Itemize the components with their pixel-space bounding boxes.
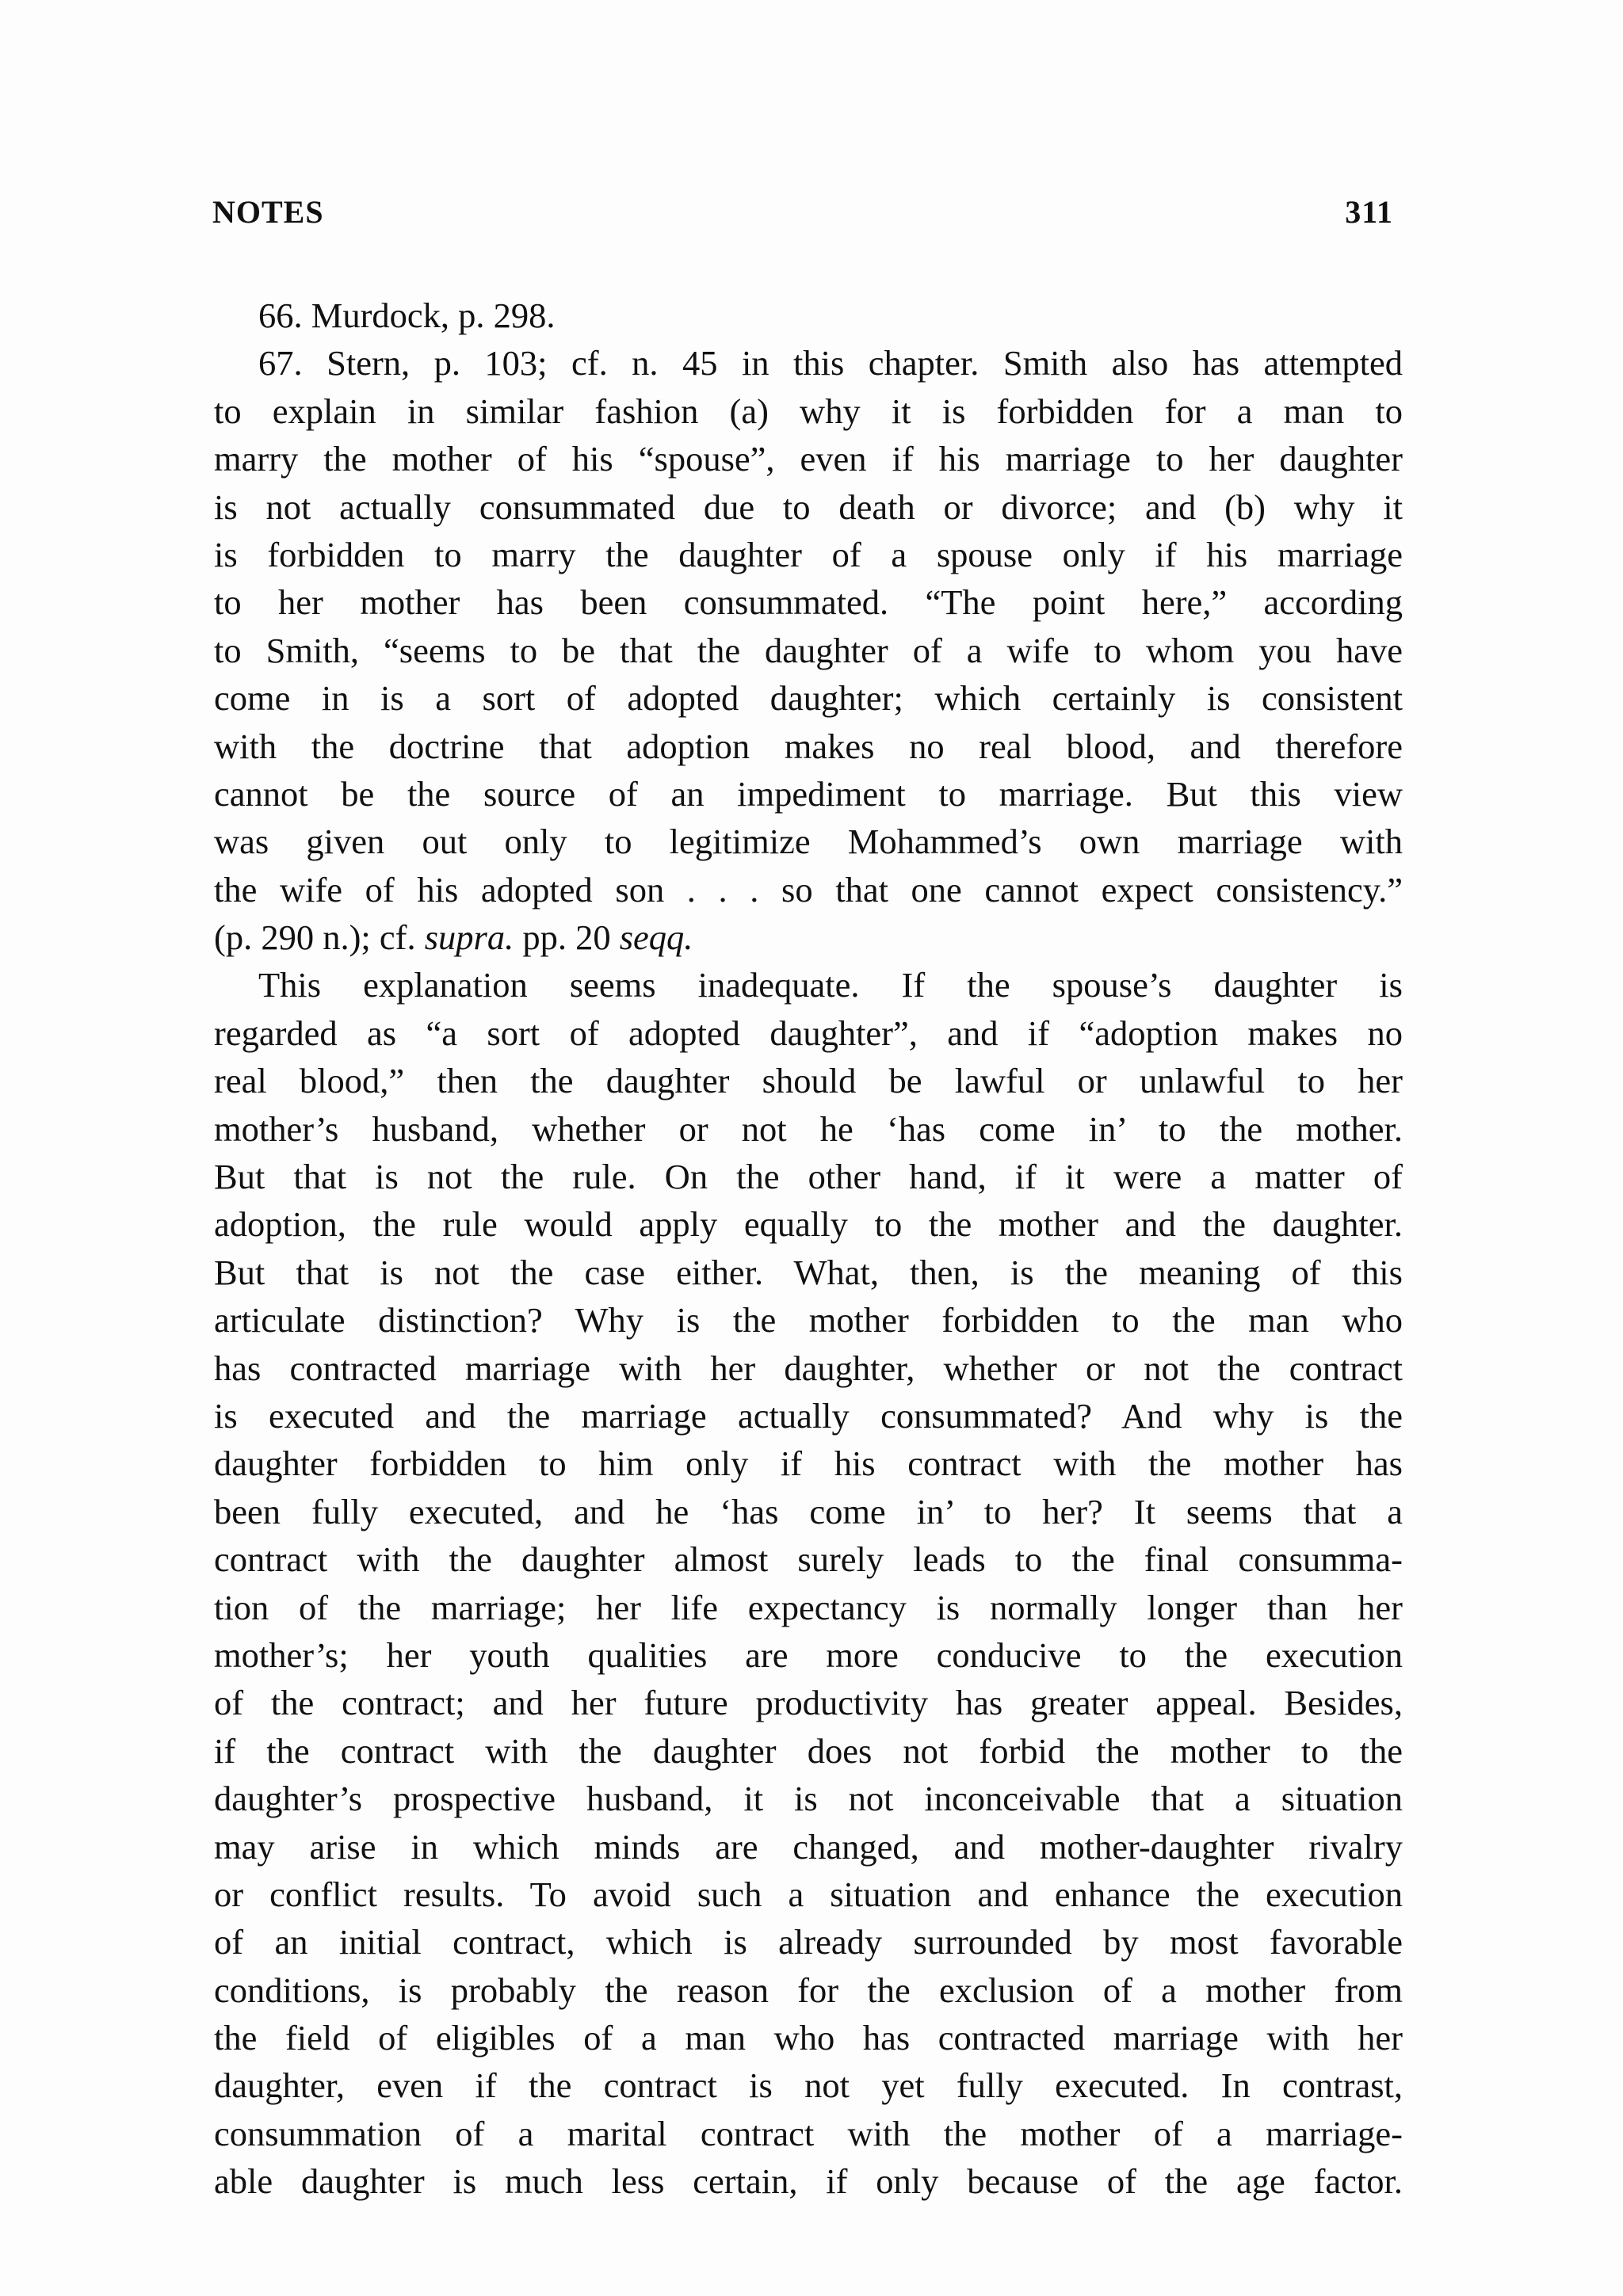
note-line: 67. Stern, p. 103; cf. n. 45 in this chapter. Smith also has attempted — [258, 343, 1403, 383]
note-line: been fully executed, and he ‘has come in’ to her? It seems that a — [214, 1491, 1403, 1531]
note-line: with the doctrine that adoption makes no real blood, and therefore — [214, 726, 1403, 766]
note-line: may arise in which minds are changed, and mother-daughter rivalry — [214, 1826, 1403, 1867]
note-line: adoption, the rule would apply equally to the mother and the daughter. — [214, 1204, 1403, 1245]
seqq-italic: seqq. — [619, 917, 693, 958]
note-line: mother’s husband, whether or not he ‘has come in’ to the mother. — [214, 1108, 1403, 1149]
note-line: was given out only to legitimize Mohammed’s own marriage with — [214, 822, 1403, 862]
note-line: contract with the daughter almost surely leads to the final consumma- — [214, 1539, 1403, 1580]
note-line: real blood,” then the daughter should be lawful or unlawful to her — [214, 1061, 1403, 1101]
note-line: marry the mother of his “spouse”, even if his marriage to her daughter — [214, 439, 1403, 479]
supra-italic: supra. — [424, 917, 514, 958]
note-line: daughter, even if the contract is not yet fully executed. In contrast, — [214, 2065, 1403, 2106]
note-line: But that is not the rule. On the other hand, if it were a matter of — [214, 1157, 1403, 1197]
page-number: 311 — [1345, 194, 1393, 230]
note-line: the wife of his adopted son . . . so that one cannot expect consistency.” — [214, 869, 1403, 910]
note-line: of the contract; and her future productivity has greater appeal. Besides, — [214, 1683, 1403, 1723]
note-line: consummation of a marital contract with the mother of a marriage- — [214, 2113, 1403, 2153]
note-line: able daughter is much less certain, if only because of the age factor. — [214, 2161, 1403, 2202]
note-line: is forbidden to marry the daughter of a spouse only if his marriage — [214, 534, 1403, 574]
note-line: to Smith, “seems to be that the daughter of a wife to whom you have — [214, 630, 1403, 670]
note-line: tion of the marriage; her life expectancy is normally longer than her — [214, 1587, 1403, 1627]
note-line-citation — [214, 913, 1403, 961]
note-line: This explanation seems inadequate. If the spouse’s daughter is — [258, 965, 1403, 1005]
note-line: mother’s; her youth qualities are more conducive to the execution — [214, 1634, 1403, 1675]
note-line: regarded as “a sort of adopted daughter”, and if “adoption makes no — [214, 1013, 1403, 1053]
note-line: or conflict results. To avoid such a situation and enhance the execution — [214, 1874, 1403, 1914]
note-line: conditions, is probably the reason for the exclusion of a mother from — [214, 1970, 1403, 2010]
note-line: to her mother has been consummated. “The point here,” according — [214, 582, 1403, 623]
note-line: of an initial contract, which is already surrounded by most favorable — [214, 1922, 1403, 1962]
note-line: cannot be the source of an impediment to marriage. But this view — [214, 773, 1403, 814]
note-line: But that is not the case either. What, then, is the meaning of this — [214, 1252, 1403, 1292]
note-line: come in is a sort of adopted daughter; which certainly is consistent — [214, 678, 1403, 719]
note-line: daughter’s prospective husband, it is not inconceivable that a situation — [214, 1779, 1403, 1819]
note-line: daughter forbidden to him only if his contract with the mother has — [214, 1444, 1403, 1484]
running-head — [212, 193, 1393, 241]
notes-text — [214, 292, 1403, 2206]
note-line: if the contract with the daughter does not forbid the mother to the — [214, 1730, 1403, 1771]
note-line: 66. Murdock, p. 298. — [258, 296, 556, 335]
running-head-title: NOTES — [212, 194, 324, 230]
note-line: is not actually consummated due to death or divorce; and (b) why it — [214, 486, 1403, 527]
note-line: is executed and the marriage actually consummated? And why is the — [214, 1395, 1403, 1436]
note-line: has contracted marriage with her daughter, whether or not the contract — [214, 1348, 1403, 1388]
citation-text: (p. 290 n.); cf. — [214, 917, 416, 958]
note-line: the field of eligibles of a man who has contracted marriage with her — [214, 2018, 1403, 2058]
pages-ref: pp. 20 — [522, 917, 611, 958]
note-line: articulate distinction? Why is the mother forbidden to the man who — [214, 1300, 1403, 1341]
note-line: to explain in similar fashion (a) why it is forbidden for a man to — [214, 391, 1403, 431]
